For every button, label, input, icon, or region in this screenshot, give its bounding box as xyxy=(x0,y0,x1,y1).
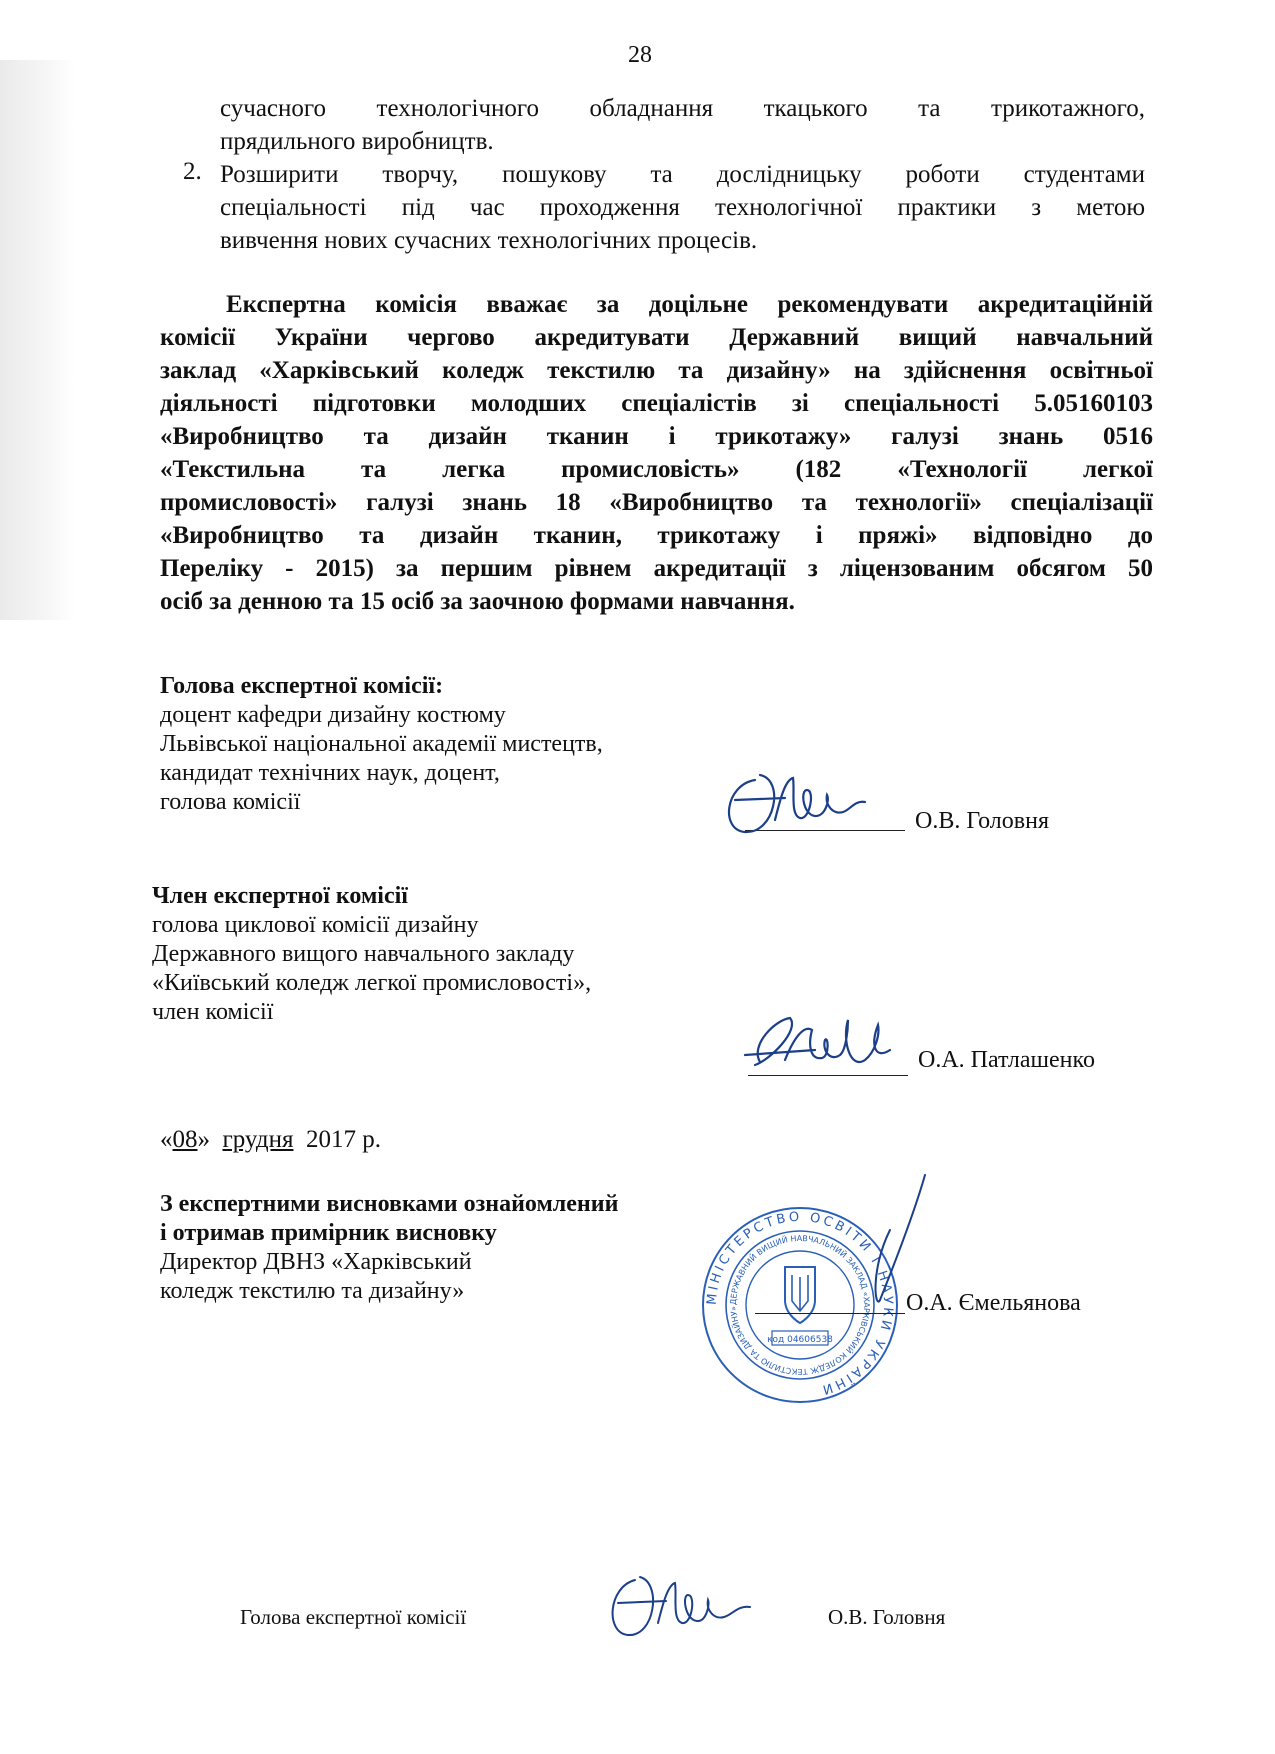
date-month: грудня xyxy=(222,1126,294,1153)
director-name: О.А. Ємельянова xyxy=(906,1290,1081,1316)
date-open-quote: « xyxy=(160,1126,173,1153)
date-line xyxy=(160,1125,381,1154)
member-line: член комісії xyxy=(152,999,274,1025)
chair-line: голова комісії xyxy=(160,789,301,815)
chair-name: О.В. Головня xyxy=(915,808,1049,834)
member-line: Державного вищого навчального закладу xyxy=(152,941,575,967)
date-day: 08 xyxy=(172,1126,198,1153)
member-heading: Член експертної комісії xyxy=(152,883,408,909)
footer-label: Голова експертної комісії xyxy=(240,1605,467,1629)
member-line: «Київський коледж легкої промисловості», xyxy=(152,970,592,996)
list-continuation xyxy=(220,92,1145,158)
chair-line: Львівської національної академії мистецтв, xyxy=(160,731,603,757)
member-name: О.А. Патлашенко xyxy=(918,1047,1095,1073)
list-line: вивчення нових сучасних технологічних процесів. xyxy=(220,227,758,254)
ack-heading: і отримав примірник висновку xyxy=(160,1220,497,1246)
conclusion-line: «Виробництво та дизайн тканин, трикотажу і пряжі» відповідно до xyxy=(160,522,1153,549)
ack-line: Директор ДВНЗ «Харківський xyxy=(160,1249,472,1275)
conclusion-line: Експертна комісія вважає за доцільне рекомендувати акредитаційній xyxy=(226,291,1153,318)
list-line: Розширити творчу, пошукову та дослідницьку роботи студентами xyxy=(220,161,1145,188)
conclusion-line: Переліку - 2015) за першим рівнем акредитації з ліцензованим обсягом 50 xyxy=(160,555,1153,582)
conclusion-line: «Текстильна та легка промисловість» (182 «Технології легкої xyxy=(160,456,1153,483)
list-line: прядильного виробництв. xyxy=(220,128,494,155)
date-close-quote: » xyxy=(197,1126,210,1153)
conclusion-line: «Виробництво та дизайн тканин і трикотажу» галузі знань 0516 xyxy=(160,423,1153,450)
chair-block xyxy=(160,672,603,817)
stamp-code: код 04606538 xyxy=(767,1335,833,1345)
list-line: сучасного технологічного обладнання ткацького та трикотажного, xyxy=(220,95,1145,122)
ack-heading: З експертними висновками ознайомлений xyxy=(160,1191,619,1217)
conclusion-line: осіб за денною та 15 осіб за заочною формами навчання. xyxy=(160,588,795,615)
chair-line: кандидат технічних наук, доцент, xyxy=(160,760,500,786)
conclusion-line: комісії України чергово акредитувати Державний вищий навчальний xyxy=(160,324,1153,351)
conclusion-paragraph xyxy=(160,288,1153,618)
chair-signature-icon xyxy=(715,760,895,840)
list-line: спеціальності під час проходження технологічної практики з метою xyxy=(220,194,1145,221)
scan-bleed-shadow xyxy=(0,60,75,620)
chair-line: доцент кафедри дизайну костюму xyxy=(160,702,506,728)
conclusion-line: заклад «Харківський коледж текстилю та дизайну» на здійснення освітньої xyxy=(160,357,1153,384)
footer-signature-icon xyxy=(600,1565,780,1645)
conclusion-line: діяльності підготовки молодших спеціалістів зі спеціальності 5.05160103 xyxy=(160,390,1153,417)
member-block xyxy=(152,882,591,1027)
acknowledgement-block xyxy=(160,1190,618,1306)
stamp-inner-text: ДЕРЖАВНИЙ ВИЩИЙ НАВЧАЛЬНИЙ ЗАКЛАД «ХАРКІВСЬКИЙ КОЛЕДЖ ТЕКСТИЛЮ ТА ДИЗАЙНУ» xyxy=(728,1233,872,1377)
chair-heading: Голова експертної комісії: xyxy=(160,673,444,699)
member-signature-icon xyxy=(730,1000,910,1080)
director-signature-line xyxy=(755,1313,905,1314)
stamp-outer-text: МІНІСТЕРСТВО ОСВІТИ І НАУКИ УКРАЇНИ xyxy=(704,1209,896,1398)
list-item-number: 2. xyxy=(183,158,202,185)
footer-name: О.В. Головня xyxy=(828,1605,946,1629)
list-item-2 xyxy=(220,158,1145,257)
conclusion-line: промисловості» галузі знань 18 «Виробництво та технології» спеціалізації xyxy=(160,489,1153,516)
member-line: голова циклової комісії дизайну xyxy=(152,912,479,938)
page-number: 28 xyxy=(628,42,652,68)
ack-line: коледж текстилю та дизайну» xyxy=(160,1278,465,1304)
date-year: 2017 р. xyxy=(305,1126,381,1153)
